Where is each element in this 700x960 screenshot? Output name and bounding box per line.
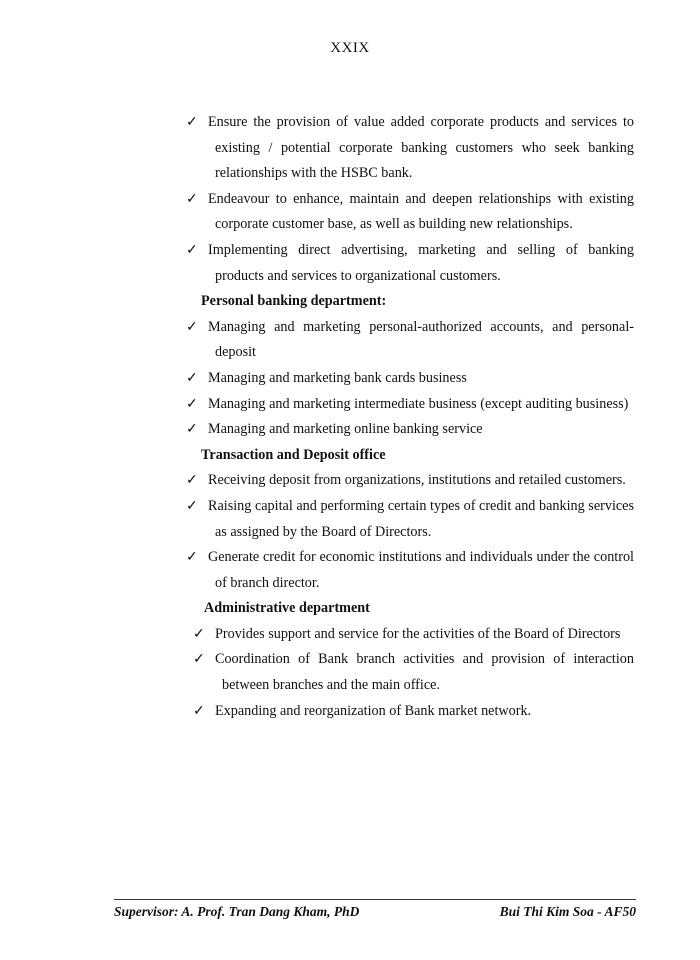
- checkmark-icon: ✓: [193, 651, 205, 668]
- checkmark-icon: ✓: [193, 625, 205, 642]
- list-item: [186, 238, 634, 289]
- list-item: [186, 110, 634, 187]
- list-item-text: Endeavour to enhance, maintain and deepen relationships with existing corporate customer base, as well as building new relationships.: [208, 190, 634, 233]
- list-item: [193, 699, 634, 725]
- checkmark-icon: ✓: [186, 421, 198, 438]
- checkmark-icon: ✓: [186, 190, 198, 207]
- list-item-text: Coordination of Bank branch activities and provision of interaction between branches and the main office.: [215, 651, 634, 694]
- list-item: [186, 366, 634, 392]
- list-item: [186, 494, 634, 545]
- list-item: [193, 622, 634, 648]
- checkmark-icon: ✓: [186, 318, 198, 335]
- list-item: [186, 187, 634, 238]
- section-heading: Administrative department: [204, 600, 370, 617]
- checkmark-icon: ✓: [186, 549, 198, 566]
- list-item-text: Raising capital and performing certain types of credit and banking services as assigned by the Board of Directors.: [208, 497, 634, 540]
- list-item-text: Managing and marketing personal-authorized accounts, and personal-deposit: [208, 318, 634, 361]
- checkmark-icon: ✓: [186, 472, 198, 489]
- list-item-text: Managing and marketing intermediate business (except auditing business): [208, 395, 629, 412]
- list-item-text: Expanding and reorganization of Bank market network.: [215, 702, 532, 719]
- list-item-text: Implementing direct advertising, marketing and selling of banking products and services to organizational customers.: [208, 241, 634, 284]
- footer-supervisor: Supervisor: A. Prof. Tran Dang Kham, PhD: [114, 904, 360, 919]
- list-item: [186, 392, 634, 418]
- page-number: XXIX: [330, 40, 370, 56]
- checkmark-icon: ✓: [186, 497, 198, 514]
- checkmark-icon: ✓: [186, 114, 198, 130]
- list-item: [186, 468, 634, 494]
- checkmark-icon: ✓: [186, 395, 198, 412]
- list-item: [186, 315, 634, 366]
- footer-divider: [114, 899, 636, 900]
- footer-author: Bui Thi Kim Soa - AF50: [499, 904, 636, 919]
- section-heading: Transaction and Deposit office: [201, 446, 386, 463]
- list-item-text: Generate credit for economic institutions and individuals under the control of branch director.: [208, 549, 634, 591]
- checkmark-icon: ✓: [186, 241, 198, 258]
- list-item-text: Receiving deposit from organizations, institutions and retailed customers.: [208, 472, 626, 489]
- checkmark-icon: ✓: [193, 702, 205, 719]
- checkmark-icon: ✓: [186, 369, 198, 386]
- list-item: [193, 647, 634, 698]
- list-item: [186, 417, 634, 443]
- list-item-text: Ensure the provision of value added corporate products and services to existing / potential corporate banking customers who seek banking relationships with the HSBC bank.: [208, 114, 634, 182]
- list-item: [186, 545, 634, 596]
- page-footer: [114, 899, 636, 920]
- list-item-text: Managing and marketing bank cards business: [208, 369, 467, 386]
- footer-row: [114, 904, 636, 920]
- document-body: [186, 110, 634, 724]
- section-heading: Personal banking department:: [201, 293, 387, 310]
- list-item-text: Provides support and service for the activities of the Board of Directors: [215, 625, 621, 642]
- list-item-text: Managing and marketing online banking service: [208, 421, 483, 438]
